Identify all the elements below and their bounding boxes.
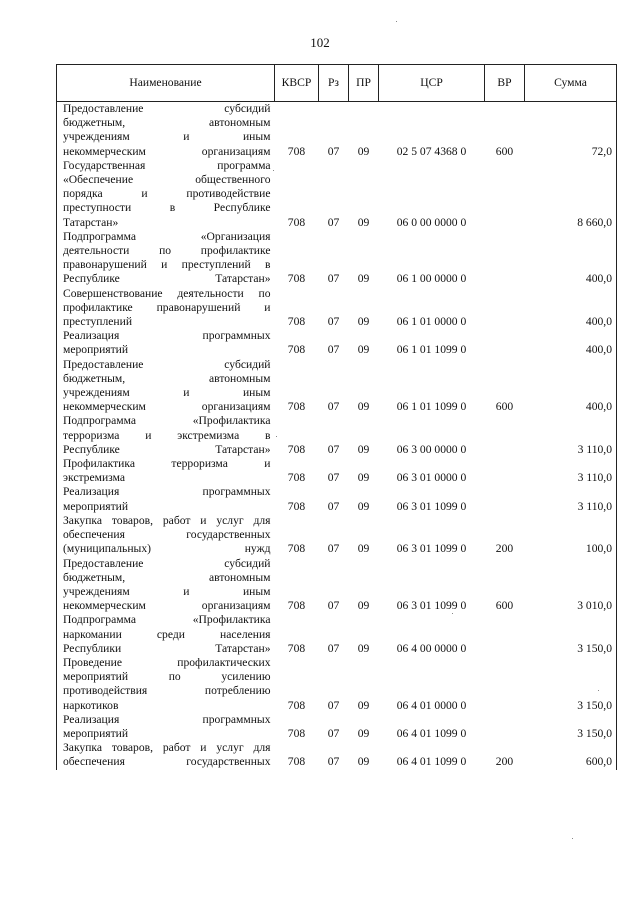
- cell-name: [57, 485, 275, 513]
- cell-vr: 600: [495, 599, 514, 613]
- cell-name-line: Реализация программных: [63, 485, 271, 499]
- cell-name-line: мероприятий: [63, 343, 129, 357]
- cell-kvsr: 708: [287, 499, 306, 513]
- cell-name-line: преступлений: [63, 315, 133, 329]
- cell-name: [57, 557, 275, 614]
- cell-csr: 06 3 01 0000 0: [396, 471, 467, 485]
- cell-name-line: некоммерческим организациям: [63, 400, 271, 414]
- cell-name: [57, 613, 275, 656]
- cell-name-line: обеспечения государственных: [63, 755, 271, 769]
- cell-name-line: Закупка товаров, работ и услуг для: [63, 513, 271, 527]
- cell-name: [57, 102, 275, 159]
- cell-kvsr: 708: [287, 599, 306, 613]
- cell-name-line: учреждениям и иным: [63, 584, 271, 598]
- table-row: [57, 514, 617, 557]
- cell-sum: 400,0: [525, 230, 617, 287]
- cell-vr: [485, 159, 525, 230]
- header-name: Наименование: [57, 65, 275, 102]
- cell-kvsr: 708: [287, 755, 306, 769]
- cell-name-line: Совершенствование деятельности по: [63, 286, 271, 300]
- cell-pr: 09: [357, 442, 370, 456]
- cell-kvsr: 708: [287, 343, 306, 357]
- cell-csr: 02 5 07 4368 0: [396, 144, 467, 158]
- table-row: [57, 287, 617, 330]
- table-row: [57, 557, 617, 614]
- cell-name-line: учреждениям и иным: [63, 386, 271, 400]
- cell-sum: 3 150,0: [525, 656, 617, 713]
- cell-vr: 200: [495, 542, 514, 556]
- cell-sum: 400,0: [525, 287, 617, 330]
- cell-pr: 09: [357, 499, 370, 513]
- cell-name-line: мероприятий по усилению: [63, 670, 271, 684]
- table-header-row: [57, 65, 617, 102]
- cell-vr: [485, 230, 525, 287]
- cell-vr: [485, 287, 525, 330]
- cell-rz: 07: [327, 144, 340, 158]
- header-rz: Рз: [319, 65, 349, 102]
- scan-speck: [452, 613, 453, 614]
- cell-rz: 07: [327, 542, 340, 556]
- cell-name-line: Государственная программа: [63, 158, 271, 172]
- cell-rz: 07: [327, 215, 340, 229]
- cell-kvsr: 708: [287, 400, 306, 414]
- cell-rz: 07: [327, 499, 340, 513]
- cell-vr: 600: [495, 144, 514, 158]
- cell-rz: 07: [327, 726, 340, 740]
- cell-name: [57, 741, 275, 769]
- table-row: [57, 159, 617, 230]
- cell-csr: 06 4 01 1099 0: [396, 755, 467, 769]
- cell-name-line: Реализация программных: [63, 329, 271, 343]
- cell-name-line: бюджетным, автономным: [63, 570, 271, 584]
- cell-vr: [485, 329, 525, 357]
- table-row: [57, 457, 617, 485]
- cell-pr: 09: [357, 698, 370, 712]
- cell-name-line: мероприятий: [63, 726, 129, 740]
- table-row: [57, 741, 617, 769]
- scan-speck: [572, 838, 573, 839]
- scan-speck: [273, 170, 274, 171]
- page-number: 102: [310, 35, 330, 50]
- cell-sum: 3 110,0: [525, 457, 617, 485]
- cell-vr: [485, 485, 525, 513]
- cell-rz: 07: [327, 343, 340, 357]
- cell-csr: 06 4 00 0000 0: [396, 641, 467, 655]
- table-row: [57, 102, 617, 159]
- header-kvsr: КВСР: [275, 65, 319, 102]
- cell-name: [57, 656, 275, 713]
- cell-csr: 06 1 00 0000 0: [396, 272, 467, 286]
- cell-name-line: правонарушений и преступлений в: [63, 258, 271, 272]
- cell-name-line: деятельности по профилактике: [63, 244, 271, 258]
- cell-rz: 07: [327, 400, 340, 414]
- header-pr: ПР: [349, 65, 379, 102]
- cell-csr: 06 3 01 1099 0: [396, 599, 467, 613]
- cell-kvsr: 708: [287, 442, 306, 456]
- scan-speck: [276, 436, 277, 437]
- cell-kvsr: 708: [287, 726, 306, 740]
- cell-sum: 72,0: [525, 102, 617, 159]
- header-sum: Сумма: [525, 65, 617, 102]
- cell-name-line: противодействия потреблению: [63, 684, 271, 698]
- cell-vr: [485, 656, 525, 713]
- cell-name-line: учреждениям и иным: [63, 130, 271, 144]
- cell-sum: 3 110,0: [525, 414, 617, 457]
- table-row: [57, 656, 617, 713]
- cell-name-line: некоммерческим организациям: [63, 599, 271, 613]
- cell-pr: 09: [357, 272, 370, 286]
- cell-name-line: наркомании среди населения: [63, 627, 271, 641]
- table-row: [57, 329, 617, 357]
- cell-pr: 09: [357, 755, 370, 769]
- cell-name-line: Предоставление субсидий: [63, 556, 271, 570]
- cell-name-line: (муниципальных) нужд: [63, 542, 271, 556]
- scan-speck: [598, 690, 599, 691]
- cell-csr: 06 0 00 0000 0: [396, 215, 467, 229]
- cell-csr: 06 4 01 1099 0: [396, 726, 467, 740]
- cell-sum: 3 110,0: [525, 485, 617, 513]
- cell-rz: 07: [327, 698, 340, 712]
- cell-rz: 07: [327, 755, 340, 769]
- cell-name-line: преступности в Республике: [63, 201, 271, 215]
- cell-name-line: бюджетным, автономным: [63, 371, 271, 385]
- cell-name: [57, 457, 275, 485]
- cell-csr: 06 3 00 0000 0: [396, 442, 467, 456]
- cell-pr: 09: [357, 215, 370, 229]
- cell-sum: 3 150,0: [525, 613, 617, 656]
- cell-name: [57, 287, 275, 330]
- cell-name-line: порядка и противодействие: [63, 187, 271, 201]
- cell-vr: [485, 414, 525, 457]
- cell-name-line: обеспечения государственных: [63, 528, 271, 542]
- cell-rz: 07: [327, 442, 340, 456]
- cell-name-line: Предоставление субсидий: [63, 357, 271, 371]
- table-row: [57, 485, 617, 513]
- cell-kvsr: 708: [287, 471, 306, 485]
- cell-name-line: Подпрограмма «Профилактика: [63, 414, 271, 428]
- cell-pr: 09: [357, 315, 370, 329]
- cell-kvsr: 708: [287, 315, 306, 329]
- cell-name-line: Подпрограмма «Профилактика: [63, 613, 271, 627]
- cell-name-line: Республике Татарстан»: [63, 272, 271, 286]
- cell-pr: 09: [357, 400, 370, 414]
- cell-kvsr: 708: [287, 144, 306, 158]
- cell-csr: 06 3 01 1099 0: [396, 499, 467, 513]
- cell-rz: 07: [327, 272, 340, 286]
- table-row: [57, 414, 617, 457]
- cell-name-line: Реализация программных: [63, 712, 271, 726]
- cell-pr: 09: [357, 343, 370, 357]
- table-body: [57, 102, 617, 770]
- cell-vr: [485, 613, 525, 656]
- cell-name-line: экстремизма: [63, 471, 125, 485]
- cell-name-line: Проведение профилактических: [63, 655, 271, 669]
- cell-pr: 09: [357, 726, 370, 740]
- cell-rz: 07: [327, 315, 340, 329]
- scan-speck: [396, 21, 397, 22]
- cell-pr: 09: [357, 599, 370, 613]
- cell-name-line: Профилактика терроризма и: [63, 457, 271, 471]
- cell-pr: 09: [357, 144, 370, 158]
- cell-name: [57, 713, 275, 741]
- cell-name-line: Татарстан»: [63, 215, 119, 229]
- cell-name-line: Республики Татарстан»: [63, 641, 271, 655]
- cell-rz: 07: [327, 599, 340, 613]
- cell-kvsr: 708: [287, 272, 306, 286]
- cell-rz: 07: [327, 471, 340, 485]
- cell-name-line: терроризма и экстремизма в: [63, 428, 271, 442]
- cell-rz: 07: [327, 641, 340, 655]
- cell-sum: 400,0: [525, 358, 617, 415]
- table-row: [57, 713, 617, 741]
- cell-csr: 06 4 01 0000 0: [396, 698, 467, 712]
- cell-name-line: наркотиков: [63, 698, 119, 712]
- cell-name-line: Закупка товаров, работ и услуг для: [63, 741, 271, 755]
- cell-name-line: «Обеспечение общественного: [63, 173, 271, 187]
- cell-name: [57, 414, 275, 457]
- header-vr: ВР: [485, 65, 525, 102]
- cell-csr: 06 1 01 1099 0: [396, 343, 467, 357]
- table-row: [57, 230, 617, 287]
- budget-table: [56, 64, 617, 770]
- cell-name: [57, 329, 275, 357]
- cell-name: [57, 159, 275, 230]
- cell-name: [57, 358, 275, 415]
- cell-kvsr: 708: [287, 215, 306, 229]
- cell-pr: 09: [357, 542, 370, 556]
- cell-sum: 100,0: [525, 514, 617, 557]
- cell-csr: 06 1 01 1099 0: [396, 400, 467, 414]
- cell-sum: 3 150,0: [525, 713, 617, 741]
- cell-vr: 600: [495, 400, 514, 414]
- cell-kvsr: 708: [287, 542, 306, 556]
- cell-name: [57, 230, 275, 287]
- cell-csr: 06 3 01 1099 0: [396, 542, 467, 556]
- cell-pr: 09: [357, 641, 370, 655]
- cell-name-line: мероприятий: [63, 499, 129, 513]
- cell-name-line: Республике Татарстан»: [63, 442, 271, 456]
- cell-kvsr: 708: [287, 641, 306, 655]
- cell-name-line: Предоставление субсидий: [63, 102, 271, 115]
- cell-sum: 8 660,0: [525, 159, 617, 230]
- cell-csr: 06 1 01 0000 0: [396, 315, 467, 329]
- cell-sum: 3 010,0: [525, 557, 617, 614]
- cell-sum: 600,0: [525, 741, 617, 769]
- header-csr: ЦСР: [379, 65, 485, 102]
- table-row: [57, 358, 617, 415]
- cell-name-line: бюджетным, автономным: [63, 116, 271, 130]
- cell-name-line: профилактике правонарушений и: [63, 300, 271, 314]
- cell-pr: 09: [357, 471, 370, 485]
- cell-vr: [485, 457, 525, 485]
- cell-kvsr: 708: [287, 698, 306, 712]
- cell-name: [57, 514, 275, 557]
- cell-name-line: некоммерческим организациям: [63, 144, 271, 158]
- table-row: [57, 613, 617, 656]
- cell-sum: 400,0: [525, 329, 617, 357]
- cell-vr: [485, 713, 525, 741]
- cell-name-line: Подпрограмма «Организация: [63, 229, 271, 243]
- cell-vr: 200: [495, 755, 514, 769]
